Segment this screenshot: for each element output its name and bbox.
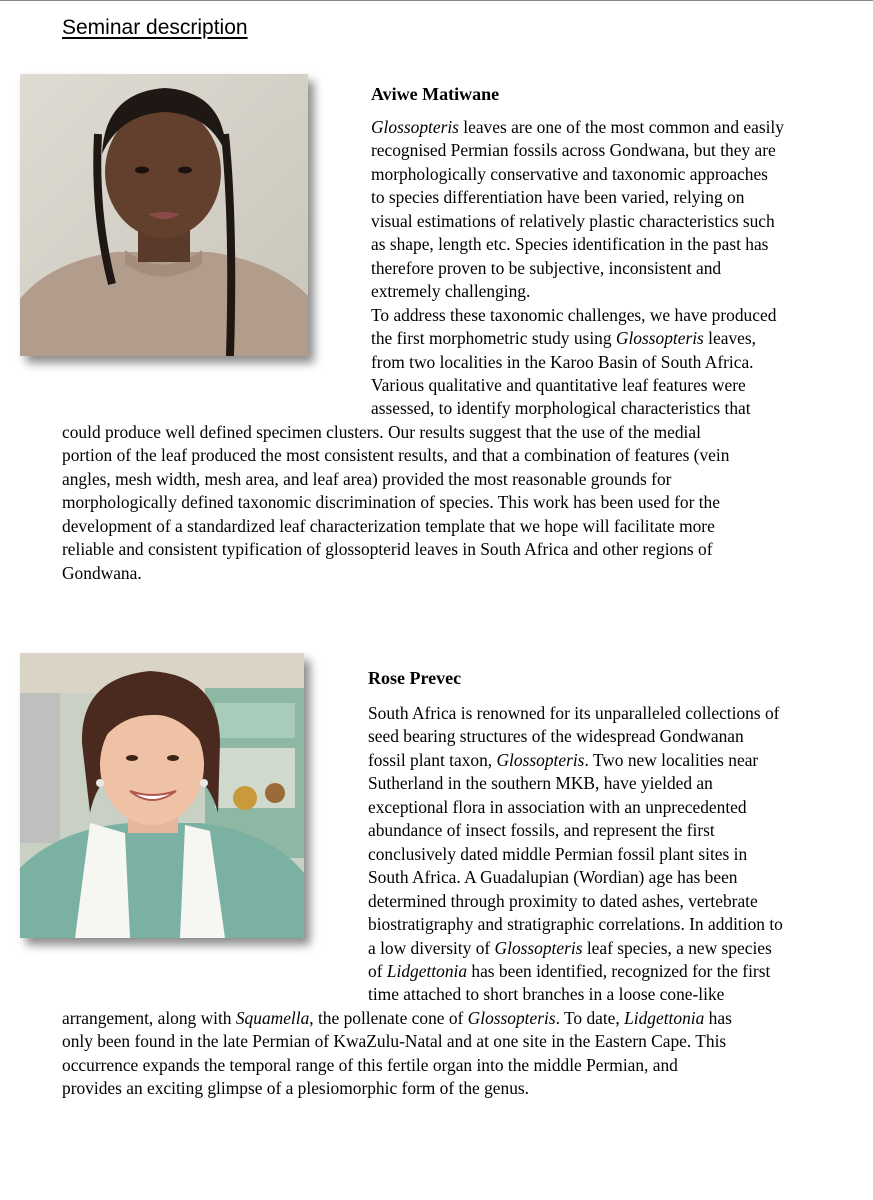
taxon-name: Glossopteris xyxy=(371,117,459,137)
text-run: angles, mesh width, mesh area, and leaf area) provided the most reasonable grounds for xyxy=(62,468,672,489)
abstract-line xyxy=(62,937,783,960)
text-run: South Africa is renowned for its unparalleled collections of xyxy=(368,703,780,723)
text-run: biostratigraphy and stratigraphic correlations. In addition to xyxy=(368,914,783,935)
page-heading: Seminar description xyxy=(62,16,248,39)
text-run: has xyxy=(704,1007,732,1028)
text-run: assessed, to identify morphological characteristics that xyxy=(371,398,751,419)
taxon-name: Glossopteris xyxy=(467,1007,556,1028)
abstract-line xyxy=(62,1007,783,1030)
text-run: as shape, length etc. Species identification in the past has xyxy=(371,234,769,255)
abstract-line xyxy=(62,866,783,889)
text-run: morphologically defined taxonomic discrimination of species. This work has been used for the xyxy=(62,492,720,513)
text-run: therefore proven to be subjective, inconsistent and xyxy=(371,257,722,278)
text-run: leaves are one of the most common and easily xyxy=(458,117,784,137)
text-run: leaves, xyxy=(703,328,756,349)
text-run: Sutherland in the southern MKB, have yielded an xyxy=(368,773,713,794)
text-run: provides an exciting glimpse of a plesiomorphic form of the genus. xyxy=(62,1078,530,1099)
abstract-line xyxy=(62,1077,783,1100)
abstract-line xyxy=(62,983,783,1006)
abstract-line xyxy=(62,702,783,725)
taxon-name: Glossopteris xyxy=(496,749,585,770)
text-run: extremely challenging. xyxy=(371,281,531,302)
taxon-name: Lidgettonia xyxy=(624,1007,705,1028)
abstract-line xyxy=(62,890,783,913)
speaker-name: Rose Prevec xyxy=(368,668,462,688)
text-run: . Two new localities near xyxy=(584,749,759,770)
text-run: seed bearing structures of the widespread Gondwanan xyxy=(368,726,744,747)
text-run: the first morphometric study using xyxy=(371,328,616,349)
speaker-section-prevec xyxy=(62,0,854,1110)
text-run: from two localities in the Karoo Basin of South Africa. xyxy=(371,351,754,372)
abstract-line xyxy=(62,725,783,748)
text-run: portion of the leaf produced the most consistent results, and that a combination of features (vein xyxy=(62,445,730,466)
text-run: recognised Permian fossils across Gondwana, but they are xyxy=(371,140,776,161)
speaker-name: Aviwe Matiwane xyxy=(371,84,500,104)
text-run: development of a standardized leaf characterization template that we hope will facilitate more xyxy=(62,515,715,536)
text-run: of xyxy=(368,960,387,981)
text-run: reliable and consistent typification of glossopterid leaves in South Africa and other regions of xyxy=(62,539,713,560)
text-run: exceptional flora in association with an unprecedented xyxy=(368,796,747,817)
text-run: leaf species, a new species xyxy=(582,937,772,958)
abstract-line xyxy=(62,749,783,772)
text-run: to species differentiation have been varied, relying on xyxy=(371,187,745,208)
text-run: determined through proximity to dated ashes, vertebrate xyxy=(368,890,758,911)
abstract-line xyxy=(62,913,783,936)
abstract-line xyxy=(62,1030,783,1053)
text-run: time attached to short branches in a loose cone-like xyxy=(368,984,725,1005)
abstract-line xyxy=(62,960,783,983)
text-run: , the pollenate cone of xyxy=(309,1007,468,1028)
text-run: could produce well defined specimen clusters. Our results suggest that the use of the medial xyxy=(62,421,701,442)
text-run: Gondwana. xyxy=(62,562,142,583)
taxon-name: Lidgettonia xyxy=(386,960,468,981)
text-run: only been found in the late Permian of KwaZulu-Natal and at one site in the Eastern Cape. This xyxy=(62,1031,727,1052)
abstract-line xyxy=(62,796,783,819)
text-run: To address these taxonomic challenges, we have produced xyxy=(371,304,777,325)
text-run: morphologically conservative and taxonomic approaches xyxy=(371,163,768,184)
taxon-name: Glossopteris xyxy=(615,328,704,349)
abstract-line xyxy=(62,819,783,842)
abstract-line xyxy=(62,772,783,795)
taxon-name: Glossopteris xyxy=(494,937,583,958)
text-run: visual estimations of relatively plastic characteristics such xyxy=(371,210,775,231)
text-run: fossil plant taxon, xyxy=(368,749,497,770)
text-run: . To date, xyxy=(555,1007,625,1028)
text-run: occurrence expands the temporal range of this fertile organ into the middle Permian, and xyxy=(62,1054,678,1075)
text-run: South Africa. A Guadalupian (Wordian) age has been xyxy=(368,867,738,888)
text-run: conclusively dated middle Permian fossil plant sites in xyxy=(368,843,748,864)
abstract-line xyxy=(62,843,783,866)
taxon-name: Squamella xyxy=(235,1007,310,1028)
text-run: arrangement, along with xyxy=(62,1007,236,1028)
text-run: a low diversity of xyxy=(368,937,495,958)
text-run: abundance of insect fossils, and represent the first xyxy=(368,820,715,841)
text-run: has been identified, recognized for the first xyxy=(467,960,771,981)
abstract-line xyxy=(62,1054,783,1077)
text-run: Various qualitative and quantitative leaf features were xyxy=(371,374,746,395)
speaker-abstract xyxy=(62,702,783,1101)
